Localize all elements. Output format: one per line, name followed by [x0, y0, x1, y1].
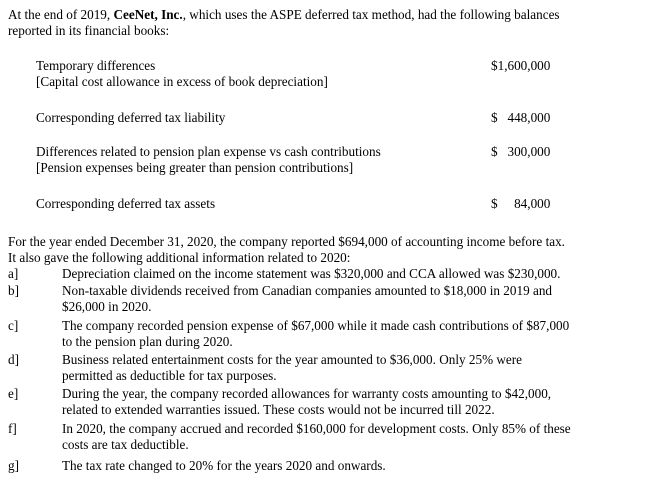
intro-line-1	[8, 7, 560, 23]
item-b-line-1: Non-taxable dividends received from Canadian companies amounted to $18,000 in 2019 and	[62, 283, 553, 298]
balance-amount-deferred-tax-liability: $ 448,000	[491, 110, 551, 125]
item-a-line-1: Depreciation claimed on the income statement was $320,000 and CCA allowed was $230,000.	[62, 266, 561, 281]
company-name: CeeNet, Inc.	[113, 7, 183, 22]
para-line-2: It also gave the following additional information related to 2020:	[8, 250, 351, 265]
item-label-f: f]	[8, 421, 17, 436]
balance-sub-capital-cost: [Capital cost allowance in excess of book depreciation]	[36, 74, 328, 89]
item-label-c: c]	[8, 318, 19, 333]
item-label-g: g]	[8, 458, 19, 473]
item-e-line-2: related to extended warranties issued. These costs would not be incurred till 2022.	[62, 402, 495, 417]
balance-label-temporary-differences: Temporary differences	[36, 58, 156, 73]
item-f-line-1: In 2020, the company accrued and recorded $160,000 for development costs. Only 85% of these	[62, 421, 571, 436]
balance-label-deferred-tax-liability: Corresponding deferred tax liability	[36, 110, 226, 125]
item-label-e: e]	[8, 386, 19, 401]
intro-line-2: reported in its financial books:	[8, 23, 170, 38]
item-c-line-1: The company recorded pension expense of $67,000 while it made cash contributions of $87,000	[62, 318, 570, 333]
item-c-line-2: to the pension plan during 2020.	[62, 334, 233, 349]
item-f-line-2: costs are tax deductible.	[62, 437, 189, 452]
item-e-line-1: During the year, the company recorded allowances for warranty costs amounting to $42,000,	[62, 386, 552, 401]
balance-amount-temporary-differences: $1,600,000	[491, 58, 551, 73]
intro-pre: At the end of 2019,	[8, 7, 114, 22]
item-label-a: a]	[8, 266, 19, 281]
balance-label-pension-differences: Differences related to pension plan expense vs cash contributions	[36, 144, 381, 159]
item-d-line-1: Business related entertainment costs for the year amounted to $36,000. Only 25% were	[62, 352, 522, 367]
item-label-d: d]	[8, 352, 19, 367]
para-line-1: For the year ended December 31, 2020, the company reported $694,000 of accounting income before tax.	[8, 234, 565, 249]
balance-sub-pension-expenses: [Pension expenses being greater than pension contributions]	[36, 160, 354, 175]
balance-amount-pension-differences: $ 300,000	[491, 144, 551, 159]
balance-label-deferred-tax-assets: Corresponding deferred tax assets	[36, 196, 216, 211]
item-b-line-2: $26,000 in 2020.	[62, 299, 152, 314]
balance-amount-deferred-tax-assets: $ 84,000	[491, 196, 551, 211]
item-d-line-2: permitted as deductible for tax purposes.	[62, 368, 277, 383]
item-g-line-1: The tax rate changed to 20% for the years 2020 and onwards.	[62, 458, 386, 473]
item-label-b: b]	[8, 283, 19, 298]
intro-post: , which uses the ASPE deferred tax method, had the following balances	[182, 7, 560, 22]
